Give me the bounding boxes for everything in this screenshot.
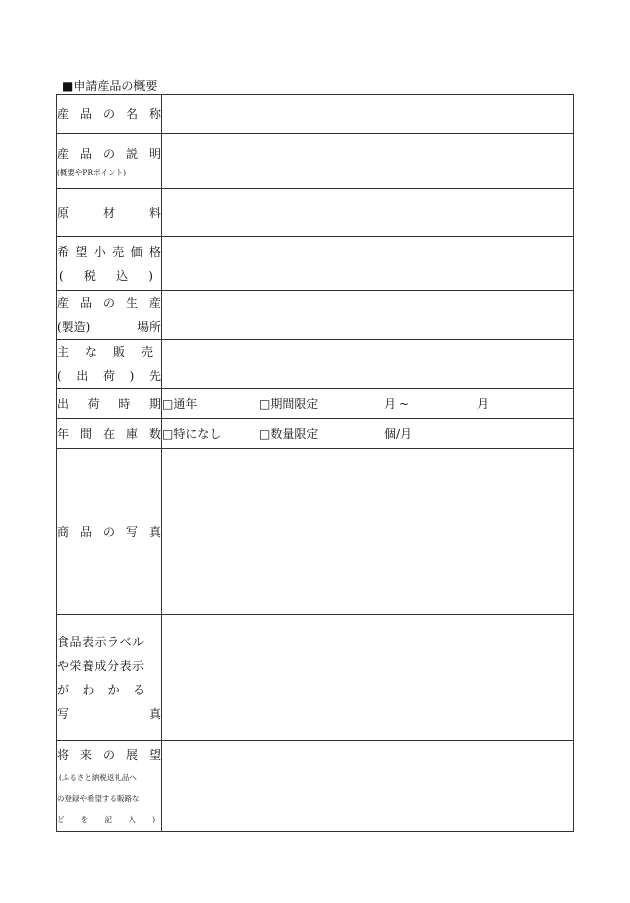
label-sales-destination xyxy=(57,340,162,389)
row-food-label-photo xyxy=(57,615,574,741)
unit-per-month-label: 個/月 xyxy=(384,427,413,441)
row-product-name xyxy=(57,95,574,134)
label-line-2: や栄養成分表示 xyxy=(57,658,145,673)
label-product-description xyxy=(57,134,162,189)
field-future-outlook[interactable] xyxy=(162,741,574,832)
label-line-1: 食品表示ラベル xyxy=(57,634,145,649)
field-product-name[interactable] xyxy=(162,95,574,134)
row-annual-stock xyxy=(57,419,574,449)
field-food-label-photo[interactable] xyxy=(162,615,574,741)
label-text-2: (製造) 場所 xyxy=(57,320,161,334)
label-text: 原 材 料 xyxy=(57,205,161,220)
label-note-2: の登録や希望する販路な xyxy=(57,793,140,803)
row-sales-destination xyxy=(57,340,574,389)
section-heading: ■申請産品の概要 xyxy=(62,79,158,93)
field-sales-destination[interactable] xyxy=(162,340,574,389)
row-product-description xyxy=(57,134,574,189)
label-future-outlook xyxy=(57,741,162,832)
label-text: 産 品 の 名 称 xyxy=(57,107,161,121)
row-material xyxy=(57,189,574,237)
start-month-label: 月 xyxy=(384,397,397,411)
label-note-3: ど を 記 入 ) xyxy=(57,814,155,824)
label-note: (概要やPRポイント) xyxy=(57,168,127,177)
label-material xyxy=(57,189,162,237)
application-form-table xyxy=(56,94,574,832)
field-shipping-period xyxy=(162,389,574,419)
label-annual-stock xyxy=(57,419,162,449)
field-annual-stock xyxy=(162,419,574,449)
row-retail-price xyxy=(57,237,574,291)
label-note-1: (ふるさと納税返礼品へ xyxy=(59,772,137,782)
label-text-2: ( 出 荷 ) 先 xyxy=(57,369,161,383)
label-text: 商 品 の 写 真 xyxy=(57,524,161,539)
label-text: 主 な 販 売 xyxy=(57,345,153,359)
field-production-place[interactable] xyxy=(162,291,574,340)
field-product-description[interactable] xyxy=(162,134,574,189)
row-future-outlook xyxy=(57,741,574,832)
row-product-photo xyxy=(57,449,574,615)
label-retail-price xyxy=(57,237,162,291)
field-material[interactable] xyxy=(162,189,574,237)
label-line-4: 写 真 xyxy=(57,706,161,721)
label-text: 希 望 小 売 価 格 xyxy=(57,244,161,259)
label-food-label-photo xyxy=(57,615,162,741)
checkbox-year-round[interactable]: □通年 xyxy=(162,397,198,411)
label-production-place xyxy=(57,291,162,340)
row-shipping-period xyxy=(57,389,574,419)
checkbox-quantity-limited[interactable]: □数量限定 xyxy=(259,427,319,441)
checkbox-no-limit[interactable]: □特になし xyxy=(162,427,222,441)
checkbox-limited-period[interactable]: □期間限定 xyxy=(259,397,319,411)
label-text: 産 品 の 生 産 xyxy=(57,296,161,310)
label-text: 将 来 の 展 望 xyxy=(57,747,161,762)
label-product-name xyxy=(57,95,162,134)
label-text: 出 荷 時 期 xyxy=(57,396,161,411)
end-month-label: 月 xyxy=(477,397,490,411)
row-production-place xyxy=(57,291,574,340)
field-product-photo[interactable] xyxy=(162,449,574,615)
label-product-photo xyxy=(57,449,162,615)
tilde-separator: ~ xyxy=(399,396,410,411)
field-retail-price[interactable] xyxy=(162,237,574,291)
label-text: 産 品 の 説 明 xyxy=(57,147,161,161)
label-shipping-period xyxy=(57,389,162,419)
label-text: 年 間 在 庫 数 xyxy=(57,426,161,441)
label-text-2: ( 税 込 ) xyxy=(59,268,153,283)
label-line-3: が わ か る xyxy=(57,682,145,697)
